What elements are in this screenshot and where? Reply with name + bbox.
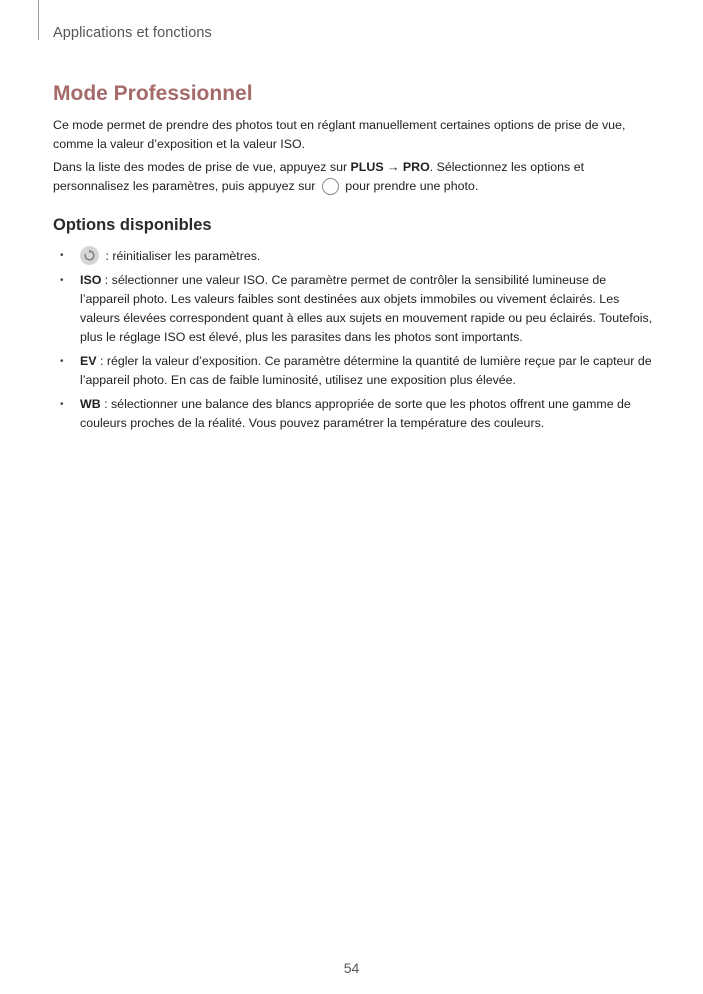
intro-text-3: pour prendre une photo. bbox=[341, 179, 479, 193]
option-reset bbox=[53, 246, 653, 266]
wb-label: WB bbox=[80, 397, 101, 411]
option-ev bbox=[53, 352, 653, 390]
shutter-button-icon bbox=[322, 178, 339, 195]
option-iso bbox=[53, 271, 653, 347]
reset-description: : réinitialiser les paramètres. bbox=[102, 249, 261, 263]
ev-description: : régler la valeur d’exposition. Ce paramètre détermine la quantité de lumière reçue par le capteur de l’appareil photo. En cas de faible luminosité, utilisez une exposition plus élevée. bbox=[80, 354, 652, 387]
intro-paragraph-1: Ce mode permet de prendre des photos tout en réglant manuellement certaines options de prise de vue, comme la valeur d’exposition et la valeur ISO. bbox=[53, 118, 626, 151]
running-header: Applications et fonctions bbox=[53, 25, 212, 41]
bullet: • bbox=[60, 356, 64, 367]
ev-label: EV bbox=[80, 354, 97, 368]
plus-label: PLUS bbox=[350, 160, 384, 174]
arrow-text: → bbox=[383, 160, 403, 174]
reset-icon bbox=[80, 246, 99, 265]
pro-label: PRO bbox=[402, 160, 430, 174]
options-list bbox=[53, 246, 653, 438]
intro-paragraph-2 bbox=[53, 158, 653, 196]
intro-text-2: . Sélectionnez les options et personnalisez les paramètres, puis appuyez sur bbox=[53, 160, 585, 193]
iso-label: ISO bbox=[80, 273, 102, 287]
bullet: • bbox=[60, 275, 64, 286]
wb-description: : sélectionner une balance des blancs appropriée de sorte que les photos offrent une gamme de couleurs proches de la réalité. Vous pouvez paramétrer la température des couleurs. bbox=[80, 397, 631, 430]
header-margin-line bbox=[38, 0, 39, 40]
page-title: Mode Professionnel bbox=[53, 82, 253, 105]
bullet: • bbox=[60, 399, 64, 410]
option-wb bbox=[53, 395, 653, 433]
bullet: • bbox=[60, 250, 64, 261]
page-number: 54 bbox=[343, 960, 360, 976]
intro-text-1: Dans la liste des modes de prise de vue, appuyez sur bbox=[53, 160, 351, 174]
options-heading: Options disponibles bbox=[53, 216, 212, 234]
iso-description: : sélectionner une valeur ISO. Ce paramètre permet de contrôler la sensibilité lumineuse de l’appareil photo. Les valeurs faibles sont destinées aux objets immobiles ou vivement éclairés. Les valeurs élevées correspondent quant à elles aux sujets en mouvement rapide ou peu éclairés. Toutefois, plus le réglage ISO est élevé, plus les parasites dans les photos sont importants. bbox=[80, 273, 653, 344]
